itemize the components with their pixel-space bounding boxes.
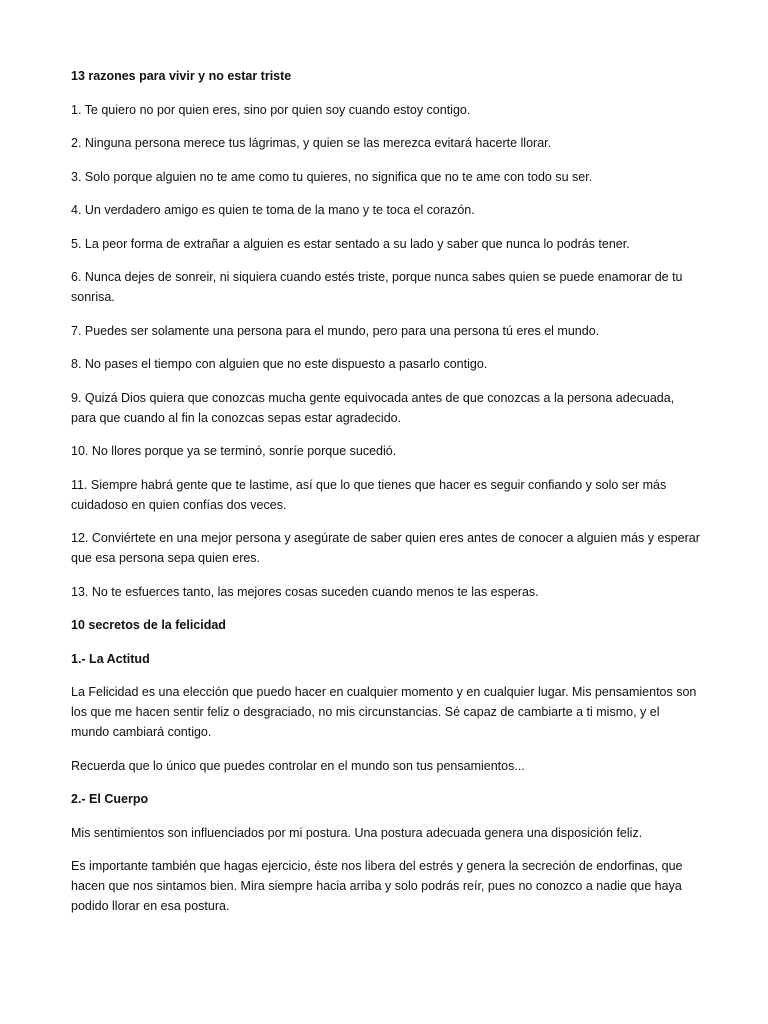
reason-item-13: 13. No te esfuerces tanto, las mejores cosas suceden cuando menos te las esperas. <box>71 584 539 599</box>
reason-item-10: 10. No llores porque ya se terminó, sonríe porque sucedió. <box>71 444 397 458</box>
section-title: 10 secretos de la felicidad <box>71 618 226 632</box>
paragraph: La Felicidad es una elección que puedo hacer en cualquier momento y en cualquier lugar. Mis pensamientos son los que me hacen sentir feliz o desgraciado, no mis circunstancias. Sé capaz de cambiarte a ti mismo, y el mundo cambiará contigo. <box>71 685 697 739</box>
reason-item-6: 6. Nunca dejes de sonreir, ni siquiera cuando estés triste, porque nunca sabes quien se puede enamorar de tu sonrisa. <box>71 270 683 304</box>
paragraph: Es importante también que hagas ejercicio, éste nos libera del estrés y genera la secreción de endorfinas, que hacen que nos sintamos bien. Mira siempre hacia arriba y solo podrás reír, pues no conozco a nadie que haya podido llorar en esa postura. <box>71 859 683 913</box>
reason-item-7: 7. Puedes ser solamente una persona para el mundo, pero para una persona tú eres el mundo. <box>71 323 600 338</box>
reason-item-4: 4. Un verdadero amigo es quien te toma de la mano y te toca el corazón. <box>71 203 475 217</box>
reason-item-12: 12. Conviértete en una mejor persona y asegúrate de saber quien eres antes de conocer a alguien más y esperar que esa persona sepa quien eres. <box>71 531 700 565</box>
reason-item-2: 2. Ninguna persona merece tus lágrimas, y quien se las merezca evitará hacerte llorar. <box>71 136 552 150</box>
subsection-heading: 2.- El Cuerpo <box>71 792 149 806</box>
reason-item-5: 5. La peor forma de extrañar a alguien es estar sentado a su lado y saber que nunca lo podrás tener. <box>71 236 630 251</box>
document-page <box>71 66 701 930</box>
reason-item-11: 11. Siempre habrá gente que te lastime, así que lo que tienes que hacer es seguir confiando y solo ser más cuidadoso en quien confías dos veces. <box>71 477 667 512</box>
reason-item-1: 1. Te quiero no por quien eres, sino por quien soy cuando estoy contigo. <box>71 102 471 117</box>
subsection-heading: 1.- La Actitud <box>71 651 150 666</box>
section-title: 13 razones para vivir y no estar triste <box>71 69 292 83</box>
paragraph: Recuerda que lo único que puedes controlar en el mundo son tus pensamientos... <box>71 758 525 773</box>
reason-item-9: 9. Quizá Dios quiera que conozcas mucha gente equivocada antes de que conozcas a la persona adecuada, para que cuando al fin la conozcas sepas estar agradecido. <box>71 390 675 425</box>
paragraph: Mis sentimientos son influenciados por mi postura. Una postura adecuada genera una disposición feliz. <box>71 825 643 840</box>
reason-item-3: 3. Solo porque alguien no te ame como tu quieres, no significa que no te ame con todo su ser. <box>71 169 593 184</box>
reason-item-8: 8. No pases el tiempo con alguien que no este dispuesto a pasarlo contigo. <box>71 357 488 371</box>
